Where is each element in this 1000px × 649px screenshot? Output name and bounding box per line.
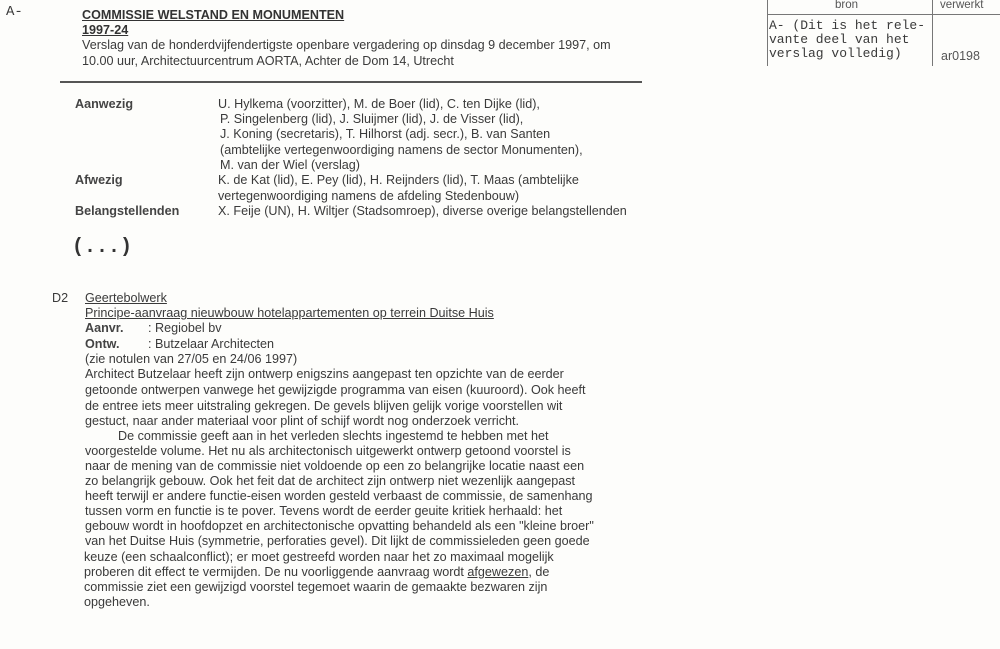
paragraph-line: zo belangrijk gebouw. Ook het feit dat de architect zijn ontwerp niet wezenlijk aangepast: [85, 474, 576, 488]
present-line: (ambtelijke vertegenwoordiging namens de sector Monumenten),: [220, 143, 583, 157]
header-verwerkt: verwerkt: [940, 0, 984, 11]
table-border-left: [767, 0, 768, 66]
item-location: Geertebolwerk: [85, 291, 167, 305]
margin-mark: A-: [6, 4, 23, 20]
absent-label: Afwezig: [75, 173, 123, 187]
document-title: COMMISSIE WELSTAND EN MONUMENTEN: [82, 8, 345, 22]
paragraph-line: keuze (een schaalconflict); er moet gestreefd worden naar het zo maximaal mogelijk: [84, 550, 554, 564]
paragraph-line: getoonde ontwerpen vanwege het gewijzigde programma van eisen (kuuroord). Ook heeft: [85, 383, 586, 397]
item-subject: Principe-aanvraag nieuwbouw hotelappartementen op terrein Duitse Huis: [85, 306, 494, 320]
item-reference: (zie notulen van 27/05 en 24/06 1997): [85, 352, 298, 366]
paragraph-line: tussen vorm en functie is te pover. Tevens wordt de eerder geuite kritiek herhaald: het: [85, 504, 563, 518]
present-line: M. van der Wiel (verslag): [220, 158, 360, 172]
absent-line: K. de Kat (lid), E. Pey (lid), H. Reijnders (lid), T. Maas (ambtelijke: [218, 173, 579, 187]
designer-value: : Butzelaar Architecten: [148, 337, 275, 351]
bron-line-3: verslag volledig): [769, 46, 902, 61]
paragraph-line: naar de mening van de commissie niet voldoende op een zo belangrijke locatie naast een: [85, 459, 585, 473]
paragraph-line: voorgestelde volume. Het nu als architectonisch uitgewerkt ontwerp getoond voorstel is: [85, 444, 571, 458]
intro-line-2: 10.00 uur, Architectuurcentrum AORTA, Achter de Dom 14, Utrecht: [82, 54, 454, 68]
paragraph-line: gebouw wordt in hoofdopzet en architectonische opvatting behandeld als een "kleine broer": [85, 519, 594, 533]
text: , de: [528, 565, 550, 579]
table-header-rule: [767, 14, 1000, 15]
applicant-label: Aanvr.: [85, 321, 124, 335]
bron-line-1: A- (Dit is het rele-: [769, 18, 926, 33]
paragraph-line: De commissie geeft aan in het verleden slechts ingestemd te hebben met het: [118, 429, 549, 443]
applicant-value: : Regiobel bv: [148, 321, 222, 335]
paragraph-line: [84, 565, 549, 580]
paragraph-line: commissie ziet een gewijzigd voorstel tegemoet waarin de gemaakte bezwaren zijn: [84, 580, 548, 594]
stakeholders-label: Belangstellenden: [75, 204, 180, 218]
text: proberen dit effect te vermijden. De nu voorliggende aanvraag wordt: [84, 565, 468, 579]
paragraph-line: van het Duitse Huis (symmetrie, perforaties gevel). Dit lijkt de commissieleden geen goede: [85, 534, 590, 548]
present-label: Aanwezig: [75, 97, 134, 111]
present-line: U. Hylkema (voorzitter), M. de Boer (lid), C. ten Dijke (lid),: [218, 97, 540, 111]
meeting-number: 1997-24: [82, 23, 129, 37]
paragraph-line: opgeheven.: [84, 595, 150, 609]
present-line: J. Koning (secretaris), T. Hilhorst (adj. secr.), B. van Santen: [220, 127, 551, 141]
present-line: P. Singelenberg (lid), J. Sluijmer (lid), J. de Visser (lid),: [220, 112, 524, 126]
designer-label: Ontw.: [85, 337, 120, 351]
paragraph-line: Architect Butzelaar heeft zijn ontwerp enigszins aangepast ten opzichte van de eerder: [85, 367, 564, 381]
omission-mark: (...): [72, 236, 133, 259]
intro-line-1: Verslag van de honderdvijfendertigste openbare vergadering op dinsdag 9 december 1997, om: [82, 38, 611, 52]
paragraph-line: heeft terwijl er andere functie-eisen worden gesteld verbaast de commissie, de samenhang: [85, 489, 593, 503]
absent-line: vertegenwoordiging namens de afdeling Stedenbouw): [218, 189, 520, 203]
stakeholders-line: X. Feije (UN), H. Wiltjer (Stadsomroep), diverse overige belangstellenden: [218, 204, 627, 218]
bron-line-2: vante deel van het: [769, 32, 910, 47]
table-divider: [932, 0, 933, 66]
paragraph-line: de entree iets meer uitstraling gekregen. De gevels blijven gelijk vorige voorstellen wit: [85, 399, 563, 413]
verwerkt-value: ar0198: [941, 49, 980, 63]
header-divider: [60, 81, 642, 83]
item-code: D2: [52, 291, 69, 305]
header-bron: bron: [835, 0, 859, 11]
paragraph-line: gestuct, naar ander materiaal voor plint of schijf wordt nog onderzoek verricht.: [85, 414, 520, 428]
decision-rejected: afgewezen: [467, 565, 529, 579]
